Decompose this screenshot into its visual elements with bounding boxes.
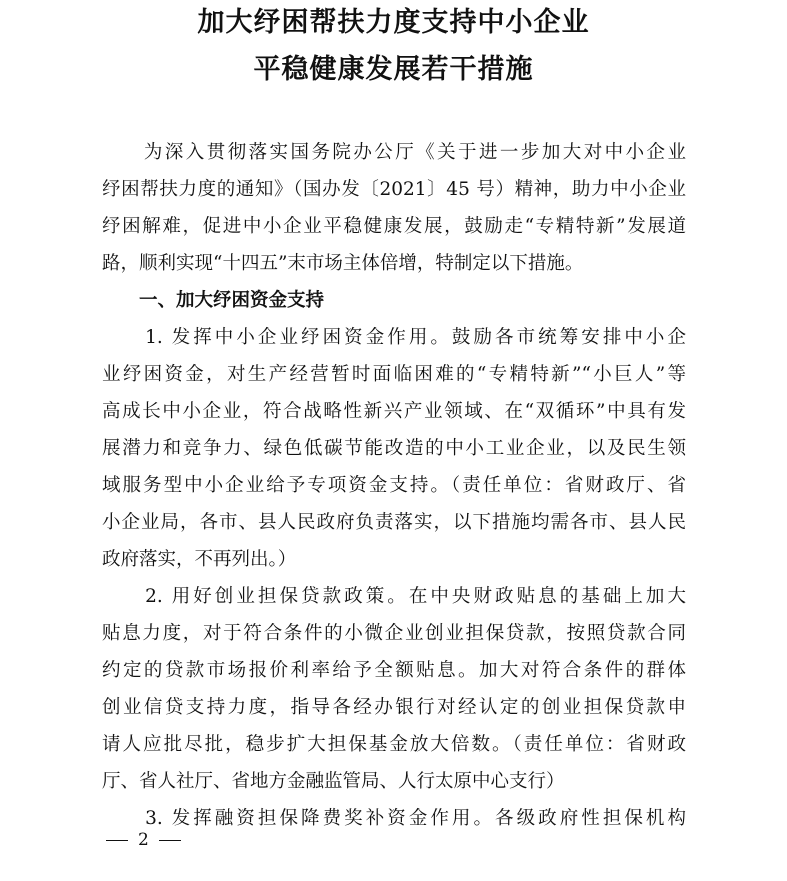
paragraph-line: 政府落实，不再列出。）: [102, 549, 297, 570]
paragraph-line: 业纾困资金，对生产经营暂时面临困难的“专精特新”“小巨人”等: [102, 364, 686, 385]
paragraph-line: 创业信贷支持力度，指导各经办银行对经认定的创业担保贷款申: [102, 697, 686, 718]
paragraph-line: 请人应批尽批，稳步扩大担保基金放大倍数。（责任单位：省财政: [102, 734, 686, 755]
footer-dash-right: [159, 840, 181, 842]
footer-dash-left: [106, 840, 128, 842]
paragraph-line: 纾困解难，促进中小企业平稳健康发展，鼓励走“专精特新”发展道: [102, 216, 686, 237]
document-title-line-1: 加大纾困帮扶力度支持中小企业: [197, 7, 590, 38]
page-number: 2: [138, 830, 149, 850]
paragraph-line: 高成长中小企业，符合战略性新兴产业领域、在“双循环”中具有发: [102, 401, 686, 422]
paragraph-line: 约定的贷款市场报价利率给予全额贴息。加大对符合条件的群体: [102, 660, 686, 681]
paragraph-line: 厅、省人社厅、省地方金融监管局、人行太原中心支行）: [102, 771, 565, 792]
paragraph-line: 贴息力度，对于符合条件的小微企业创业担保贷款，按照贷款合同: [102, 623, 686, 644]
paragraph-line: 路，顺利实现“十四五”末市场主体倍增，特制定以下措施。: [102, 253, 584, 274]
page-footer: [106, 828, 181, 852]
paragraph-line: 小企业局，各市、县人民政府负责落实，以下措施均需各市、县人民: [102, 512, 686, 533]
paragraph-line: 1. 发挥中小企业纾困资金作用。鼓励各市统筹安排中小企: [102, 327, 686, 348]
paragraph-line: 2. 用好创业担保贷款政策。在中央财政贴息的基础上加大: [102, 586, 686, 607]
paragraph-line: 为深入贯彻落实国务院办公厅《关于进一步加大对中小企业: [102, 142, 686, 163]
paragraph-line: 展潜力和竞争力、绿色低碳节能改造的中小工业企业，以及民生领: [102, 438, 686, 459]
paragraph-line: 域服务型中小企业给予专项资金支持。（责任单位：省财政厅、省: [102, 475, 686, 496]
paragraph-line: 3. 发挥融资担保降费奖补资金作用。各级政府性担保机构: [102, 808, 686, 829]
paragraph-line: 纾困帮扶力度的通知》（国办发〔2021〕45 号）精神，助力中小企业: [102, 179, 686, 200]
section-heading: 一、加大纾困资金支持: [102, 290, 325, 311]
document-title-line-2: 平稳健康发展若干措施: [253, 54, 534, 85]
